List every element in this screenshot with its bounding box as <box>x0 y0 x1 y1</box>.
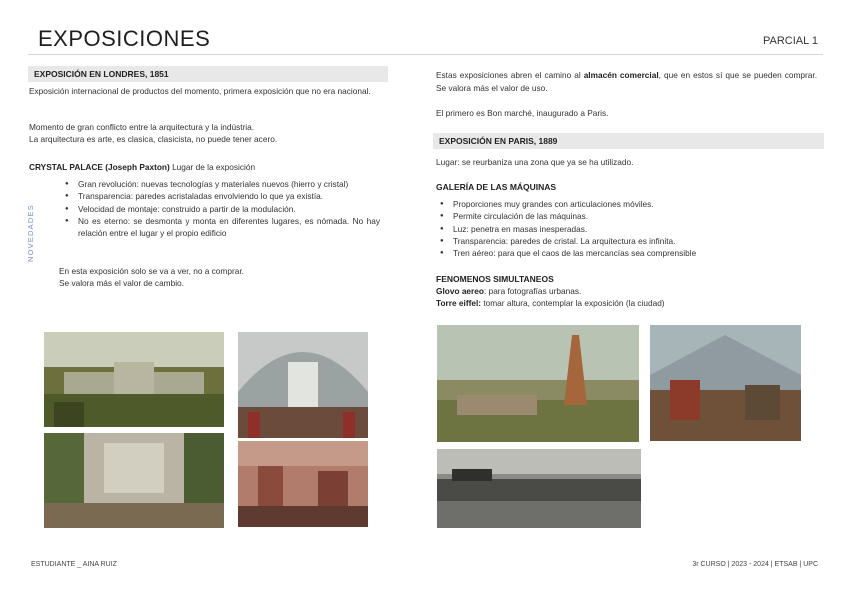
almacen-comercial-bold: almacén comercial <box>583 70 659 80</box>
paris-heading: EXPOSICIÓN EN PARIS, 1889 <box>433 133 824 149</box>
torre-label: Torre eiffel: <box>436 298 482 308</box>
galerie-des-machines-image <box>650 325 801 441</box>
london-intro: Exposición internacional de productos del momento, primera exposición que no era nacional. <box>29 86 371 96</box>
section-label: PARCIAL 1 <box>762 35 818 47</box>
london-bullet-list <box>62 178 380 239</box>
crystal-palace-desc: Lugar de la exposición <box>169 162 256 172</box>
crystal-palace-interior-image <box>238 332 368 438</box>
crystal-palace-hall-image <box>238 441 368 527</box>
crystal-palace-garden-image <box>44 433 224 528</box>
torre-desc: tomar altura, contemplar la exposición (la ciudad) <box>481 298 665 308</box>
london-heading: EXPOSICIÓN EN LONDRES, 1851 <box>28 66 388 82</box>
bon-marche-text: El primero es Bon marché, inaugurado a Paris. <box>436 108 609 118</box>
footer-course-info: 3r CURSO | 2023 - 2024 | ETSAB | UPC <box>692 561 818 568</box>
list-item: ● Transparencia: paredes de cristal. La arquitectura es infinita. <box>437 235 815 247</box>
crystal-palace-title: CRYSTAL PALACE (Joseph Paxton) <box>29 162 170 172</box>
list-item: ● Permite circulación de las máquinas. <box>437 210 815 222</box>
fenomenos-title: FENOMENOS SIMULTANEOS <box>436 274 554 284</box>
page-title: EXPOSICIONES <box>38 26 211 51</box>
list-item: ● Transparencia: paredes acristaladas envolviendo lo que ya existía. <box>62 190 380 202</box>
paris-1889-panorama-image <box>437 325 639 442</box>
conflict-text-2: La arquitectura es arte, es clasica, clasicista, no puede tener acero. <box>29 134 278 144</box>
novedades-side-label: NOVEDADES <box>26 204 35 262</box>
list-item: ● Gran revolución: nuevas tecnologías y materiales nuevos (hierro y cristal) <box>62 178 380 190</box>
list-item: ● No es eterno: se desmonta y monta en diferentes lugares, es nómada. No hay relación entre el lugar y el propio edificio <box>62 215 380 240</box>
globo-label: Glovo aereo <box>436 286 484 296</box>
aerial-walkway-photo <box>437 449 641 528</box>
crystal-palace-line <box>29 161 385 174</box>
list-item: ● Tren aéreo: para que el caos de las mercancías sea comprensible <box>437 247 815 259</box>
list-item: ● Luz: penetra en masas inesperadas. <box>437 223 815 235</box>
galeria-bullet-list <box>437 198 815 259</box>
globo-line <box>436 285 817 298</box>
globo-desc: : para fotografías urbanas. <box>483 286 582 296</box>
london-note-2: Se valora más el valor de cambio. <box>59 278 184 288</box>
conflict-text-1: Momento de gran conflicto entre la arquitectura y la indústria. <box>29 122 255 132</box>
list-item: ● Velocidad de montaje: construido a partir de la modulación. <box>62 203 380 215</box>
right-intro-b: , que en estos sí que se pueden comprar. Se valora más el valor de uso. <box>436 70 817 93</box>
header-divider <box>28 54 823 55</box>
right-intro <box>436 69 817 94</box>
london-note-1: En esta exposición solo se va a ver, no a comprar. <box>59 266 244 276</box>
galeria-title: GALERÍA DE LAS MÁQUINAS <box>436 182 557 192</box>
list-item: ● Proporciones muy grandes con articulaciones móviles. <box>437 198 815 210</box>
paris-place: Lugar: se reurbaniza una zona que ya se ha utilizado. <box>436 157 634 167</box>
right-intro-a: Estas exposiciones abren el camino al <box>436 70 584 80</box>
torre-line <box>436 297 817 310</box>
crystal-palace-exterior-image <box>44 332 224 427</box>
footer-student: ESTUDIANTE _ AINA RUIZ <box>31 561 117 568</box>
